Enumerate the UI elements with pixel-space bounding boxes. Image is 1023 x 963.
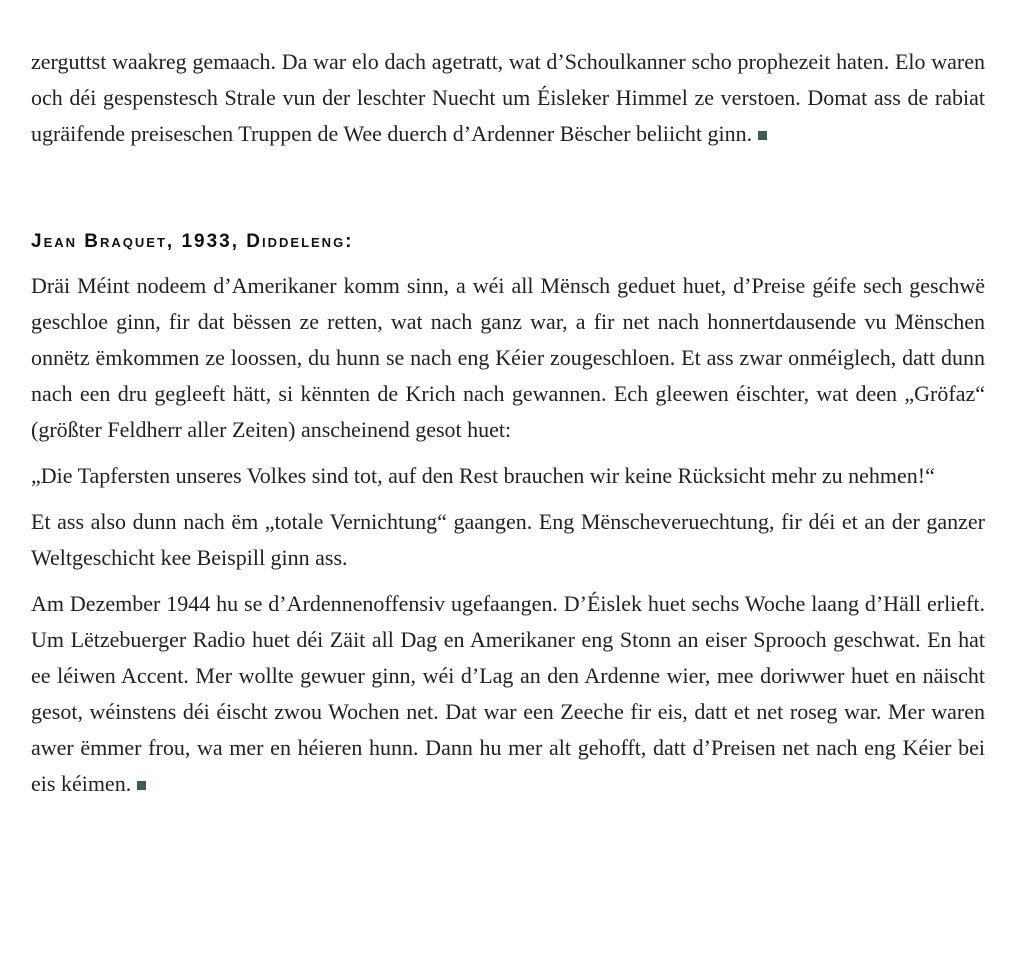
body-paragraph-4-text: Am Dezember 1944 hu se d’Ardennenoffensiv ugefaangen. D’Éislek huet sechs Woche laang d’Häll erlieft. Um Lëtzebuerger Radio huet déi Zäit all Dag en Amerikaner eng Stonn an eiser Sprooch geschwat. En hat ee léiwen Accent. Mer wollte gewuer ginn, wéi d’Lag an den Ardenne wier, mee doriwwer huet en näischt gesot, wéinstens déi éischt zwou Wochen net. Dat war een Zeeche fir eis, datt et net roseg war. Mer waren awer ëmmer frou, wa mer en héieren hunn. Dann hu mer alt gehofft, datt d’Preisen net nach eng Kéier bei eis kéimen. — [31, 591, 985, 796]
body-paragraph-4 — [31, 586, 985, 802]
intro-paragraph-text: zerguttst waakreg gemaach. Da war elo dach agetratt, wat d’Schoulkanner scho prophezeit haten. Elo waren och déi gespenstesch Strale vun der leschter Nuecht um Éisleker Himmel ze verstoen. Domat ass de rabiat ugräifende preiseschen Truppen de Wee duerch d’Ardenner Bëscher beliicht ginn. — [31, 49, 985, 146]
body-paragraph-1: Dräi Méint nodeem d’Amerikaner komm sinn, a wéi all Mënsch geduet huet, d’Preise géife sech geschwë geschloe ginn, fir dat bëssen ze retten, wat nach ganz war, a fir net nach honnertdausende vu Mënschen onnëtz ëmkommen ze loossen, du hunn se nach eng Kéier zougeschloen. Et ass zwar onméiglech, datt dunn nach een dru gegleeft hätt, si kënnten de Krich nach gewannen. Ech gleewen éischter, wat deen „Gröfaz“ (größter Feldherr aller Zeiten) anscheinend gesot huet: — [31, 273, 985, 442]
body-paragraph-3: Et ass also dunn nach ëm „totale Vernichtung“ gaangen. Eng Mënscheveruechtung, fir déi et an der ganzer Weltgeschicht kee Beispill ginn ass. — [31, 509, 985, 570]
end-of-section-mark-icon — [137, 781, 146, 790]
quote-paragraph: „Die Tapfersten unseres Volkes sind tot, auf den Rest brauchen wir keine Rücksicht mehr zu nehmen!“ — [31, 463, 935, 488]
intro-paragraph — [31, 44, 985, 152]
end-of-article-mark-icon — [758, 131, 767, 140]
section-heading: Jean Braquet, 1933, Diddeleng: — [31, 231, 354, 252]
document-page — [31, 44, 985, 802]
